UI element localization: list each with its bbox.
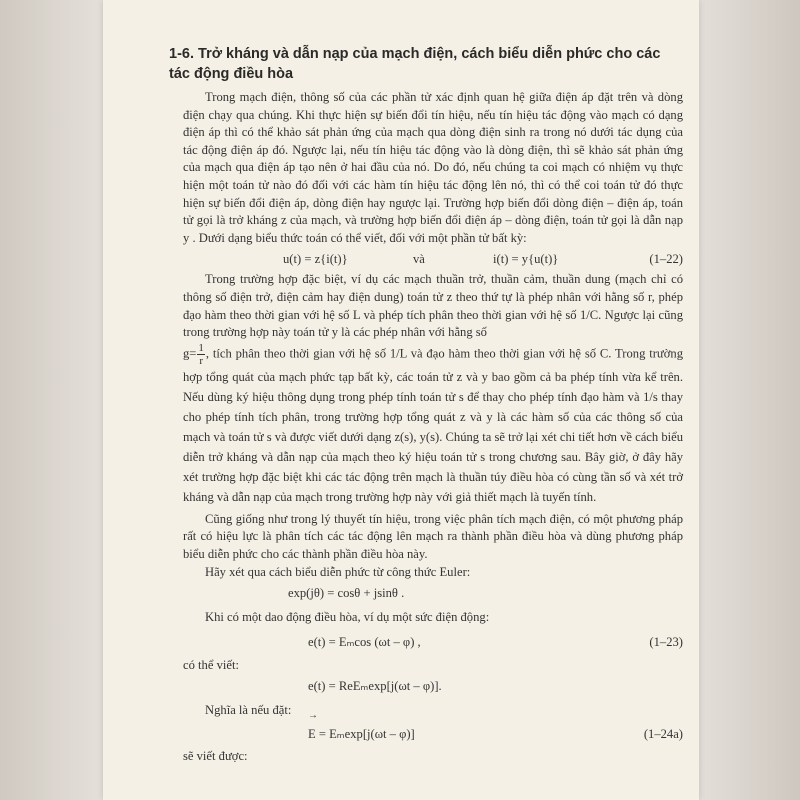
g-symbol: g=: [183, 346, 197, 361]
paragraph-2-part-b: , tích phân theo thời gian với hệ số 1/L và đạo hàm theo thời gian với hệ số C. Trong trường hợp tổng quát của mạch phức tạp bất kỳ, các toán tử z và y bao gồm cả ba phép tính vừa kể trên. Nếu dùng ký hiệu thông dụng trong phép tính toán tử s để thay cho phép tính đạo hàm và 1/s thay cho phép tính tích phân, trong trường hợp tổng quát z và y là các hàm số của các thông số của mạch và toán tử s và được viết dưới dạng z(s), y(s). Chúng ta sẽ trở lại xét chi tiết hơn về cách biểu diễn trở kháng và dẫn nạp của mạch theo ký hiệu toán tử s trong chương sau. Bây giờ, ở đây hãy xét trường hợp đặc biệt khi các tác động trên mạch là thuần túy điều hòa có cùng tần số và xét trở kháng và dẫn nạp của mạch trong trường hợp này với giả thiết mạch là tuyến tính.: [183, 346, 683, 504]
phasor-e-letter: E: [308, 726, 316, 741]
fraction-1-over-r: [197, 342, 205, 367]
equation-1-22: [183, 247, 683, 271]
paragraph-8: sẽ viết được:: [183, 748, 248, 763]
equation-1-24a-expr: [308, 709, 415, 748]
equation-euler-expr: exp(jθ) = cosθ + jsinθ .: [288, 586, 405, 601]
equation-1-22-right: i(t) = y{u(t)}: [493, 252, 559, 267]
phasor-e: [308, 709, 318, 748]
background-right: [690, 0, 800, 800]
paragraph-2-continuation: [183, 342, 683, 507]
equation-1-22-connector: và: [413, 252, 425, 267]
section-heading: 1-6. Trở kháng và dẫn nạp của mạch điện, cách biểu diễn phức cho các tác động điều hòa: [169, 46, 661, 82]
paragraph-6: có thể viết:: [183, 657, 239, 672]
body-text: [183, 89, 683, 765]
paragraph-3: Cũng giống như trong lý thuyết tín hiệu, trong việc phân tích mạch điện, có một phương pháp rất có hiệu lực là phân tích các tác động lên mạch ra thành phần điều hòa và dùng phương pháp biểu diễn phức cho các thành phần điều hòa này.: [183, 511, 683, 561]
equation-re: [183, 674, 683, 698]
equation-number-1-24a: (1–24a): [643, 726, 683, 741]
paragraph-4: Hãy xét qua cách biểu diễn phức từ công thức Euler:: [205, 564, 471, 579]
equation-number-1-22: (1–22): [649, 252, 683, 267]
equation-1-24a-rhs: = Eₘexp[j(ωt – φ)]: [315, 726, 415, 741]
equation-number-1-23: (1–23): [649, 634, 683, 649]
paragraph-2-part-a: Trong trường hợp đặc biệt, ví dụ các mạch thuần trở, thuần cảm, thuần dung (mạch chỉ có thông số điện trở, điện cảm hay điện dung) toán tử z theo thứ tự là phép nhân với hằng số r, phép đạo hàm theo thời gian với hệ số L và phép tích phân theo thời gian với hệ số 1/C. Ngược lại cũng trong trường hợp này toán tử y là các phép nhân với hằng số: [183, 272, 683, 340]
paragraph-5: Khi có một dao động điều hòa, ví dụ một sức điện động:: [205, 610, 490, 625]
paragraph-7: Nghĩa là nếu đặt:: [205, 703, 292, 718]
fraction-denominator: r: [199, 354, 203, 367]
background-left: [0, 0, 110, 800]
equation-euler: [183, 581, 683, 605]
book-page: [103, 0, 699, 800]
fraction-numerator: 1: [198, 341, 204, 354]
paragraph-1: Trong mạch điện, thông số của các phần tử xác định quan hệ giữa điện áp đặt trên và dòng điện chạy qua chúng. Khi thực hiện sự biến đổi tín hiệu, nếu tín hiệu tác động vào mạch có dạng điện áp thì có thể khảo sát phản ứng của mạch qua dòng điện sinh ra trong nó dưới tác dụng của tác động điện áp đó. Ngược lại, nếu tín hiệu tác động vào là dòng điện, thì sẽ khảo sát phản ứng của mạch qua điện áp tạo nên ở hai đầu của nó. Do đó, nếu chúng ta coi mạch có nhiệm vụ thực hiện một toán tử nào đó đối với các hàm tín hiệu tác động lên nó, thì có thể coi toán tử đó thực hiện sự biến đổi điện áp, dòng điện hay ngược lại. Trường hợp biến đổi dòng điện – điện áp, toán tử gọi là trở kháng z của mạch, và trường hợp biến đổi điện áp – dòng điện, toán tử gọi là dẫn nạp y . Dưới dạng biểu thức toán có thể viết, đối với một phần tử bất kỳ:: [183, 90, 683, 245]
equation-1-22-left: u(t) = z{i(t)}: [283, 252, 348, 267]
equation-1-23: [183, 627, 683, 657]
paragraph-2: [183, 271, 683, 341]
vector-arrow-icon: →: [308, 709, 318, 721]
equation-1-23-expr: e(t) = Eₘcos (ωt – φ) ,: [308, 634, 421, 649]
equation-re-expr: e(t) = ReEₘexp[j(ωt – φ)].: [308, 679, 442, 694]
